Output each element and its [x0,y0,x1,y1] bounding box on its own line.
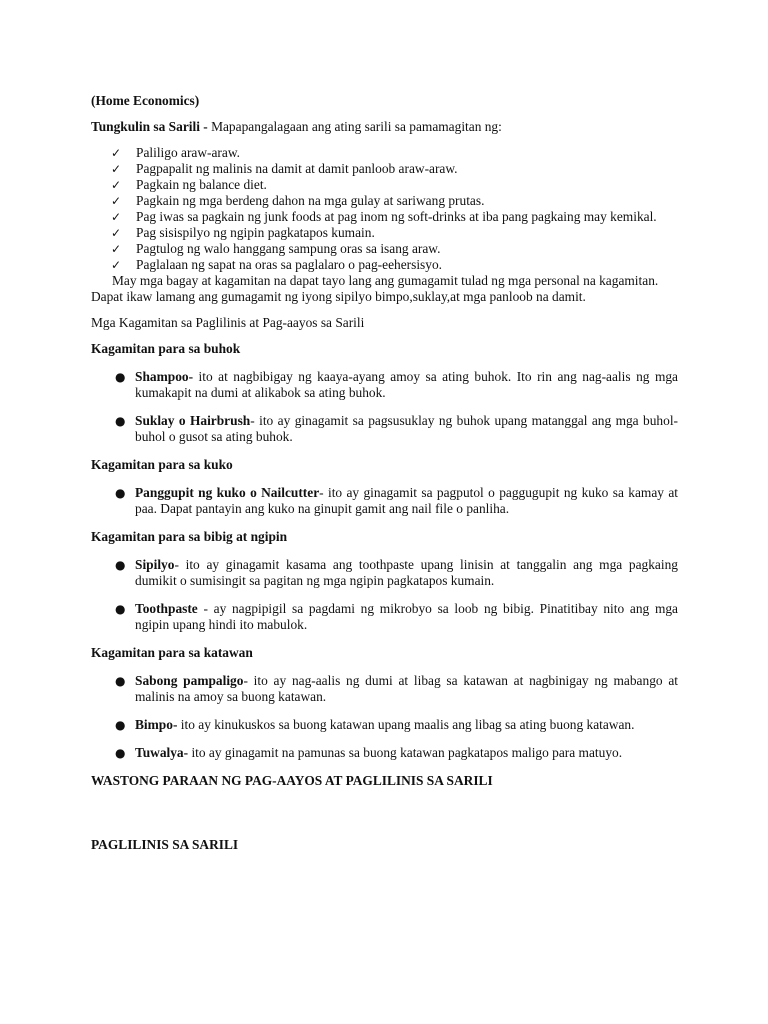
bullet-item: ● Sipilyo- ito ay ginagamit kasama ang toothpaste upang linisin at tanggalin ang mga pagkaing dumikit o sumisingit sa pagitan ng mga ngipin pagkatapos kumain. [115,557,678,588]
section-title: Mga Kagamitan sa Paglilinis at Pag-aayos sa Sarili [91,315,365,330]
personal-items-paragraph: May mga bagay at kagamitan na dapat tayo lang ang gumagamit tulad ng mga personal na kagamitan. Dapat ikaw lamang ang gumagamit ng iyong sipilyo bimpo,suklay,at mga panloob na damit. [91,273,659,304]
check-icon: ✓ [111,178,122,192]
check-icon: ✓ [111,226,122,240]
intro-text: Mapapangalagaan ang ating sarili sa pamamagitan ng: [207,119,502,134]
bullet-icon: ● [115,602,126,616]
checklist-item: ✓ Paliligo araw-araw. [111,145,240,160]
section-heading-buhok: Kagamitan para sa buhok [91,341,241,356]
document-header: (Home Economics) [91,93,200,108]
intro-term: Tungkulin sa Sarili - [91,119,208,134]
bullet-icon: ● [115,674,126,688]
check-icon: ✓ [111,242,122,256]
section-heading-bibig: Kagamitan para sa bibig at ngipin [91,529,288,544]
checklist-item: ✓ Pagkain ng balance diet. [111,177,267,192]
bullet-icon: ● [115,486,126,500]
bullet-item: ● Sabong pampaligo- ito ay nag-aalis ng dumi at libag sa katawan at nagbinigay ng mabango at malinis na amoy sa buong katawan. [115,673,678,704]
bullet-item: ● Tuwalya- ito ay ginagamit na pamunas sa buong katawan pagkatapos maligo para matuyo. [115,745,623,760]
intro-line [91,119,678,135]
bullet-item: ● Suklay o Hairbrush- ito ay ginagamit sa pagsusuklay ng buhok upang matanggal ang mga buhol-buhol o gusot sa ating buhok. [115,413,678,444]
check-icon: ✓ [111,146,122,160]
bullet-item: ● Toothpaste - ay nagpipigil sa pagdami ng mikrobyo sa loob ng bibig. Pinatitibay nito ang mga ngipin upang hindi ito mabulok. [115,601,678,632]
check-icon: ✓ [111,210,122,224]
bullet-list-kuko [91,485,678,517]
checklist-item: ✓ Paglalaan ng sapat na oras sa paglalaro o pag-eehersisyo. [111,257,443,272]
bullet-list-katawan [91,673,678,761]
bullet-icon: ● [115,718,126,732]
checklist-item: ✓ Pag sisispilyo ng ngipin pagkatapos kumain. [111,225,375,240]
section-heading-katawan: Kagamitan para sa katawan [91,645,253,660]
caps-heading-paglilinis: PAGLILINIS SA SARILI [91,837,239,852]
bullet-icon: ● [115,746,126,760]
bullet-item: ● Panggupit ng kuko o Nailcutter- ito ay ginagamit sa pagputol o paggugupit ng kuko sa kamay at paa. Dapat pantayin ang kuko na ginupit gamit ang nail file o panliha. [115,485,678,516]
bullet-item: ● Shampoo- ito at nagbibigay ng kaaya-ayang amoy sa ating buhok. Ito rin ang nag-aalis ng mga kumakapit na dumi at alikabok sa ating buhok. [115,369,678,400]
bullet-icon: ● [115,414,126,428]
checklist [91,145,678,273]
caps-heading-wastong-paraan: WASTONG PARAAN NG PAG-AAYOS AT PAGLILINIS SA SARILI [91,773,493,788]
check-icon: ✓ [111,194,122,208]
check-icon: ✓ [111,162,122,176]
bullet-item: ● Bimpo- ito ay kinukuskos sa buong katawan upang maalis ang libag sa ating buong katawan. [115,717,635,732]
check-icon: ✓ [111,258,122,272]
checklist-item: ✓ Pagtulog ng walo hanggang sampung oras sa isang araw. [111,241,441,256]
bullet-list-buhok [91,369,678,445]
bullet-icon: ● [115,558,126,572]
bullet-list-bibig [91,557,678,633]
bullet-icon: ● [115,370,126,384]
checklist-item: ✓ Pagkain ng mga berdeng dahon na mga gulay at sariwang prutas. [111,193,485,208]
document-body [91,93,678,853]
section-heading-kuko: Kagamitan para sa kuko [91,457,233,472]
checklist-item: ✓ Pag iwas sa pagkain ng junk foods at pag inom ng soft-drinks at iba pang pagkaing may kemikal. [111,209,657,224]
checklist-item: ✓ Pagpapalit ng malinis na damit at damit panloob araw-araw. [111,161,458,176]
